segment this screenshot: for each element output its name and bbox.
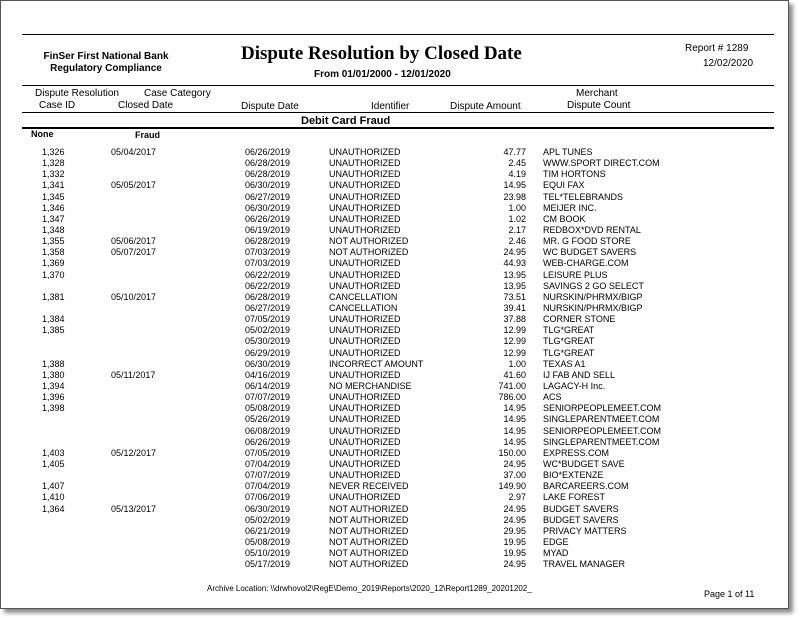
identifier-cell: UNAUTHORIZED — [329, 158, 401, 169]
dispute-amount-cell: 19.95 — [503, 548, 526, 559]
dispute-amount-cell: 14.95 — [503, 425, 526, 436]
header-bottom-rule — [22, 112, 774, 113]
case-id-cell: 1,364 — [42, 503, 65, 514]
table-row — [1, 314, 790, 325]
identifier-cell: CANCELLATION — [329, 302, 398, 313]
table-row — [1, 537, 790, 548]
case-id-cell: 1,348 — [42, 224, 65, 235]
dispute-amount-cell: 14.95 — [503, 436, 526, 447]
header-case-id: Case ID — [39, 100, 76, 111]
dispute-amount-cell: 12.99 — [503, 347, 526, 358]
case-id-cell: 1,407 — [42, 481, 65, 492]
merchant-cell: IJ FAB AND SELL — [543, 369, 616, 380]
report-number: Report # 1289 — [685, 43, 749, 54]
identifier-cell: UNAUTHORIZED — [329, 258, 401, 269]
table-row — [1, 414, 790, 425]
identifier-cell: NOT AUTHORIZED — [329, 548, 409, 559]
identifier-cell: NOT AUTHORIZED — [329, 559, 409, 570]
closed-date-cell: 05/07/2017 — [111, 247, 157, 258]
case-id-cell: 1,358 — [42, 247, 65, 258]
identifier-cell: UNAUTHORIZED — [329, 325, 401, 336]
identifier-cell: NOT AUTHORIZED — [329, 536, 409, 547]
bank-department: Regulatory Compliance — [50, 63, 162, 74]
header-closed-date: Closed Date — [118, 100, 174, 111]
closed-date-cell: 05/13/2017 — [111, 503, 157, 514]
case-id-cell: 1,396 — [42, 392, 65, 403]
table-row — [1, 236, 790, 247]
dispute-amount-cell: 2.17 — [508, 224, 526, 235]
dispute-date-cell: 04/16/2019 — [245, 369, 291, 380]
header-dispute-date: Dispute Date — [241, 101, 299, 112]
merchant-cell: TLG*GREAT — [543, 347, 595, 358]
merchant-cell: BUDGET SAVERS — [543, 514, 619, 525]
identifier-cell: UNAUTHORIZED — [329, 347, 401, 358]
case-id-cell: 1,405 — [42, 458, 65, 469]
case-id-cell: 1,346 — [42, 202, 65, 213]
merchant-cell: ACS — [543, 392, 562, 403]
merchant-cell: TIM HORTONS — [543, 169, 606, 180]
report-date: 12/02/2020 — [703, 58, 754, 69]
dispute-date-cell: 06/14/2019 — [245, 380, 291, 391]
closed-date-cell: 05/04/2017 — [111, 147, 157, 157]
dispute-date-cell: 07/03/2019 — [245, 247, 291, 258]
dispute-date-cell: 06/30/2019 — [245, 503, 291, 514]
dispute-date-cell: 06/30/2019 — [245, 358, 291, 369]
dispute-amount-cell: 24.95 — [503, 559, 526, 570]
case-id-cell: 1,345 — [42, 191, 65, 202]
dispute-amount-cell: 19.95 — [503, 536, 526, 547]
identifier-cell: UNAUTHORIZED — [329, 213, 401, 224]
dispute-amount-cell: 41.60 — [503, 369, 526, 380]
dispute-amount-cell: 14.95 — [503, 414, 526, 425]
merchant-cell: LAGACY-H Inc. — [543, 380, 606, 391]
header-case-category: Case Category — [144, 88, 211, 99]
dispute-date-cell: 06/22/2019 — [245, 269, 291, 280]
merchant-cell: TRAVEL MANAGER — [543, 559, 626, 570]
identifier-cell: UNAUTHORIZED — [329, 314, 401, 325]
identifier-cell: UNAUTHORIZED — [329, 392, 401, 403]
merchant-cell: WC BUDGET SAVERS — [543, 247, 637, 258]
table-row — [1, 270, 790, 281]
table-row — [1, 359, 790, 370]
merchant-cell: SENIORPEOPLEMEET.COM — [543, 425, 662, 436]
merchant-cell: SAVINGS 2 GO SELECT — [543, 280, 644, 291]
table-row — [1, 459, 790, 470]
header-merchant: Merchant — [576, 88, 618, 99]
identifier-cell: UNAUTHORIZED — [329, 269, 401, 280]
top-rule — [22, 34, 774, 35]
dispute-date-cell: 05/02/2019 — [245, 514, 291, 525]
dispute-date-cell: 06/27/2019 — [245, 302, 291, 313]
closed-date-cell: 05/10/2017 — [111, 291, 157, 302]
merchant-cell: MR. G FOOD STORE — [543, 236, 631, 247]
dispute-date-cell: 05/08/2019 — [245, 403, 291, 414]
dispute-date-cell: 06/28/2019 — [245, 158, 291, 169]
table-row — [1, 470, 790, 481]
case-id-cell: 1,385 — [42, 325, 65, 336]
table-row — [1, 403, 790, 414]
identifier-cell: UNAUTHORIZED — [329, 458, 401, 469]
dispute-amount-cell: 12.99 — [503, 336, 526, 347]
merchant-cell: NURSKIN/PHRMX/BIGP — [543, 291, 643, 302]
dispute-date-cell: 07/05/2019 — [245, 447, 291, 458]
table-row — [1, 169, 790, 180]
identifier-cell: UNAUTHORIZED — [329, 169, 401, 180]
merchant-cell: BARCAREERS.COM — [543, 481, 629, 492]
table-row — [1, 225, 790, 236]
identifier-cell: UNAUTHORIZED — [329, 470, 401, 481]
table-row — [1, 370, 790, 381]
dispute-date-cell: 07/04/2019 — [245, 481, 291, 492]
table-row — [1, 559, 790, 570]
merchant-cell: APL TUNES — [543, 147, 593, 157]
dispute-date-cell: 06/26/2019 — [245, 213, 291, 224]
dispute-date-cell: 07/07/2019 — [245, 470, 291, 481]
merchant-cell: NURSKIN/PHRMX/BIGP — [543, 302, 643, 313]
table-row — [1, 437, 790, 448]
merchant-cell: SINGLEPARENTMEET.COM — [543, 414, 660, 425]
archive-location: Archive Location: \\drwhovol2\RegE\Demo_2019\Reports\2020_12\Report1289_20201202_ — [207, 584, 532, 593]
dispute-amount-cell: 1.02 — [508, 213, 526, 224]
dispute-amount-cell: 24.95 — [503, 458, 526, 469]
case-id-cell: 1,381 — [42, 291, 65, 302]
case-id-cell: 1,388 — [42, 358, 65, 369]
dispute-date-cell: 07/07/2019 — [245, 392, 291, 403]
dispute-date-cell: 06/30/2019 — [245, 202, 291, 213]
merchant-cell: SENIORPEOPLEMEET.COM — [543, 403, 662, 414]
dispute-date-cell: 06/19/2019 — [245, 224, 291, 235]
table-row — [1, 426, 790, 437]
merchant-cell: EQUI FAX — [543, 180, 585, 191]
table-row — [1, 515, 790, 526]
table-row — [1, 192, 790, 203]
identifier-cell: UNAUTHORIZED — [329, 425, 401, 436]
dispute-amount-cell: 23.98 — [503, 191, 526, 202]
identifier-cell: NOT AUTHORIZED — [329, 236, 409, 247]
header-dispute-count: Dispute Count — [567, 100, 631, 111]
dispute-date-cell: 07/04/2019 — [245, 458, 291, 469]
case-id-cell: 1,355 — [42, 236, 65, 247]
table-row — [1, 180, 790, 191]
merchant-cell: BUDGET SAVERS — [543, 503, 619, 514]
identifier-cell: NO MERCHANDISE — [329, 380, 412, 391]
dispute-date-cell: 06/28/2019 — [245, 169, 291, 180]
merchant-cell: SINGLEPARENTMEET.COM — [543, 436, 660, 447]
table-row — [1, 214, 790, 225]
dispute-amount-cell: 14.95 — [503, 180, 526, 191]
header-top-rule — [22, 85, 774, 86]
merchant-cell: MYAD — [543, 548, 569, 559]
identifier-cell: UNAUTHORIZED — [329, 403, 401, 414]
dispute-date-cell: 05/08/2019 — [245, 536, 291, 547]
identifier-cell: UNAUTHORIZED — [329, 492, 401, 503]
case-id-cell: 1,384 — [42, 314, 65, 325]
dispute-amount-cell: 37.88 — [503, 314, 526, 325]
merchant-cell: MEIJER INC. — [543, 202, 597, 213]
dispute-amount-cell: 24.95 — [503, 514, 526, 525]
header-dispute-amount: Dispute Amount — [450, 101, 521, 112]
closed-date-cell: 05/05/2017 — [111, 180, 157, 191]
dispute-amount-cell: 150.00 — [498, 447, 526, 458]
dispute-amount-cell: 1.00 — [508, 202, 526, 213]
merchant-cell: LAKE FOREST — [543, 492, 606, 503]
dispute-amount-cell: 2.97 — [508, 492, 526, 503]
identifier-cell: NOT AUTHORIZED — [329, 503, 409, 514]
identifier-cell: UNAUTHORIZED — [329, 414, 401, 425]
dispute-date-cell: 06/26/2019 — [245, 147, 291, 157]
dispute-date-cell: 07/03/2019 — [245, 258, 291, 269]
page-number: Page 1 of 11 — [704, 589, 755, 599]
case-id-cell: 1,332 — [42, 169, 65, 180]
dispute-date-cell: 06/27/2019 — [245, 191, 291, 202]
table-row — [1, 325, 790, 336]
identifier-cell: UNAUTHORIZED — [329, 191, 401, 202]
table-row — [1, 526, 790, 537]
case-id-cell: 1,341 — [42, 180, 65, 191]
identifier-cell: UNAUTHORIZED — [329, 224, 401, 235]
dispute-date-cell: 05/02/2019 — [245, 325, 291, 336]
dispute-date-cell: 06/28/2019 — [245, 291, 291, 302]
case-id-cell: 1,398 — [42, 403, 65, 414]
report-title: Dispute Resolution by Closed Date — [241, 43, 522, 64]
case-id-cell: 1,326 — [42, 147, 65, 157]
dispute-date-cell: 06/08/2019 — [245, 425, 291, 436]
dispute-table — [1, 147, 790, 570]
identifier-cell: UNAUTHORIZED — [329, 447, 401, 458]
table-row — [1, 336, 790, 347]
dispute-amount-cell: 44.93 — [503, 258, 526, 269]
identifier-cell: UNAUTHORIZED — [329, 369, 401, 380]
dispute-amount-cell: 37.00 — [503, 470, 526, 481]
table-row — [1, 303, 790, 314]
table-row — [1, 492, 790, 503]
identifier-cell: UNAUTHORIZED — [329, 280, 401, 291]
case-id-cell: 1,410 — [42, 492, 65, 503]
closed-date-cell: 05/11/2017 — [111, 369, 156, 380]
closed-date-cell: 05/06/2017 — [111, 236, 157, 247]
table-row — [1, 147, 790, 158]
dispute-amount-cell: 13.95 — [503, 269, 526, 280]
table-row — [1, 158, 790, 169]
dispute-amount-cell: 12.99 — [503, 325, 526, 336]
table-row — [1, 292, 790, 303]
identifier-cell: UNAUTHORIZED — [329, 180, 401, 191]
merchant-cell: EDGE — [543, 536, 569, 547]
identifier-cell: UNAUTHORIZED — [329, 202, 401, 213]
dispute-amount-cell: 1.00 — [508, 358, 526, 369]
merchant-cell: TEXAS A1 — [543, 358, 586, 369]
dispute-date-cell: 06/30/2019 — [245, 180, 291, 191]
group-resolution: None — [31, 129, 54, 139]
dispute-amount-cell: 39.41 — [503, 302, 526, 313]
merchant-cell: PRIVACY MATTERS — [543, 525, 627, 536]
table-row — [1, 481, 790, 492]
dispute-date-cell: 06/26/2019 — [245, 436, 291, 447]
dispute-date-cell: 06/28/2019 — [245, 236, 291, 247]
case-id-cell: 1,394 — [42, 380, 65, 391]
table-row — [1, 448, 790, 459]
dispute-date-cell: 06/22/2019 — [245, 280, 291, 291]
table-row — [1, 548, 790, 559]
identifier-cell: INCORRECT AMOUNT — [329, 358, 424, 369]
table-row — [1, 281, 790, 292]
merchant-cell: TEL*TELEBRANDS — [543, 191, 624, 202]
merchant-cell: REDBOX*DVD RENTAL — [543, 224, 641, 235]
dispute-amount-cell: 24.95 — [503, 247, 526, 258]
case-id-cell: 1,328 — [42, 158, 65, 169]
merchant-cell: BIO*EXTENZE — [543, 470, 604, 481]
dispute-date-cell: 07/05/2019 — [245, 314, 291, 325]
table-row — [1, 504, 790, 515]
closed-date-cell: 05/12/2017 — [111, 447, 157, 458]
merchant-cell: LEISURE PLUS — [543, 269, 608, 280]
dispute-amount-cell: 29.95 — [503, 525, 526, 536]
merchant-cell: WEB-CHARGE.COM — [543, 258, 629, 269]
dispute-amount-cell: 2.45 — [508, 158, 526, 169]
merchant-cell: WWW.SPORT DIRECT.COM — [543, 158, 660, 169]
dispute-amount-cell: 14.95 — [503, 403, 526, 414]
dispute-amount-cell: 24.95 — [503, 503, 526, 514]
case-id-cell: 1,403 — [42, 447, 65, 458]
dispute-date-cell: 05/17/2019 — [245, 559, 291, 570]
identifier-cell: NOT AUTHORIZED — [329, 247, 409, 258]
header-identifier: Identifier — [371, 101, 410, 112]
merchant-cell: EXPRESS.COM — [543, 447, 610, 458]
identifier-cell: NOT AUTHORIZED — [329, 525, 409, 536]
dispute-amount-cell: 4.19 — [508, 169, 526, 180]
case-id-cell: 1,347 — [42, 213, 65, 224]
dispute-amount-cell: 786.00 — [498, 392, 526, 403]
identifier-cell: UNAUTHORIZED — [329, 147, 401, 157]
dispute-amount-cell: 741.00 — [498, 380, 526, 391]
case-id-cell: 1,369 — [42, 258, 65, 269]
merchant-cell: CM BOOK — [543, 213, 586, 224]
merchant-cell: CORNER STONE — [543, 314, 616, 325]
dispute-amount-cell: 73.51 — [503, 291, 526, 302]
table-row — [1, 258, 790, 269]
merchant-cell: WC*BUDGET SAVE — [543, 458, 625, 469]
case-id-cell: 1,380 — [42, 369, 65, 380]
bank-name: FinSer First National Bank — [43, 51, 169, 62]
table-row — [1, 348, 790, 359]
merchant-cell: TLG*GREAT — [543, 325, 595, 336]
identifier-cell: NEVER RECEIVED — [329, 481, 409, 492]
group-category: Fraud — [135, 130, 161, 140]
table-row — [1, 381, 790, 392]
dispute-date-cell: 06/29/2019 — [245, 347, 291, 358]
merchant-cell: TLG*GREAT — [543, 336, 595, 347]
dispute-date-cell: 05/26/2019 — [245, 414, 291, 425]
dispute-date-cell: 05/30/2019 — [245, 336, 291, 347]
dispute-amount-cell: 47.77 — [503, 147, 526, 157]
dispute-date-cell: 05/10/2019 — [245, 548, 291, 559]
dispute-amount-cell: 13.95 — [503, 280, 526, 291]
dispute-date-cell: 07/06/2019 — [245, 492, 291, 503]
table-row — [1, 247, 790, 258]
section-rule — [22, 127, 774, 129]
identifier-cell: CANCELLATION — [329, 291, 398, 302]
date-range: From 01/01/2000 - 12/01/2020 — [314, 69, 451, 80]
table-row — [1, 203, 790, 214]
header-dispute-resolution: Dispute Resolution — [35, 88, 119, 99]
identifier-cell: UNAUTHORIZED — [329, 336, 401, 347]
dispute-amount-cell: 2.46 — [508, 236, 526, 247]
table-row — [1, 392, 790, 403]
identifier-cell: NOT AUTHORIZED — [329, 514, 409, 525]
dispute-date-cell: 06/21/2019 — [245, 525, 291, 536]
case-id-cell: 1,370 — [42, 269, 65, 280]
dispute-amount-cell: 149.90 — [498, 481, 526, 492]
identifier-cell: UNAUTHORIZED — [329, 436, 401, 447]
section-title: Debit Card Fraud — [301, 115, 391, 127]
